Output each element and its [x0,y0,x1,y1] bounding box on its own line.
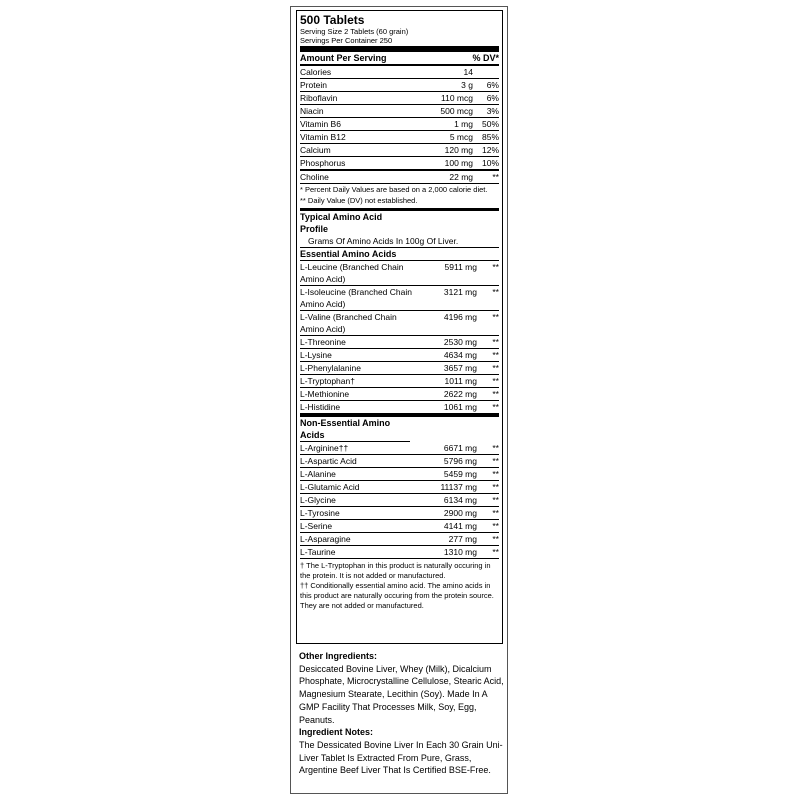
nutrient-dv: ** [492,363,499,373]
amino-profile-subtitle: Grams Of Amino Acids In 100g Of Liver. [300,235,499,248]
amino-acid-row [300,261,499,286]
amino-acid-row [300,468,499,481]
nutrient-amount: 120 mg [444,145,473,155]
nutrient-amount: 110 mcg [441,93,473,103]
nonessential-amino-title: Non-Essential Amino Acids [300,417,410,442]
amount-per-serving-label: Amount Per Serving [300,53,387,63]
amino-acid-row [300,375,499,388]
other-ingredients-text: Desiccated Bovine Liver, Whey (Milk), Dicalcium Phosphate, Microcrystalline Cellulose, Stearic Acid, Magnesium Stearate, Lecithin (Soy). Made In A GMP Facility That Processes Milk, Soy, Egg, Peanuts. [299,663,504,725]
note-conditionally-essential: †† Conditionally essential amino acid. The amino acids in this product are naturally occuring from the protein source. They are not added or manufactured. [300,581,494,610]
nutrient-name: Choline [300,172,329,182]
nutrient-amount: 5459 mg [443,469,477,479]
nutrient-name: L-Tryptophan† [300,376,355,386]
note-tryptophan: † The L-Tryptophan in this product is naturally occuring in the protein. It is not added or manufactured. [300,561,491,580]
nutrient-dv: ** [492,350,499,360]
nutrient-amount: 6134 mg [443,495,477,505]
amino-acid-row [300,401,499,414]
essential-amino-list [300,261,499,414]
nutrient-dv: ** [492,482,499,492]
nutrient-row [300,66,499,79]
serving-size: Serving Size 2 Tablets (60 grain) [300,27,409,36]
nutrient-name: L-Asparagine [300,534,351,544]
nutrient-dv: ** [492,402,499,412]
amino-acid-row [300,336,499,349]
nutrient-dv: 6% [486,93,499,103]
nutrient-name: L-Valine (Branched Chain Amino Acid) [300,312,397,334]
nutrient-dv: 85% [481,132,499,142]
amino-acid-row [300,388,499,401]
nutrient-dv [473,66,499,78]
nutrient-dv: ** [492,337,499,347]
amino-acid-row [300,286,499,311]
amino-acid-row [300,362,499,375]
nutrient-row [300,105,499,118]
ingredient-notes-text: The Dessicated Bovine Liver In Each 30 Grain Uni-Liver Tablet Is Extracted From Pure, Grass, Argentine Beef Liver That Is Certified BSE-Free. [299,739,503,776]
nutrient-dv: ** [492,312,499,322]
nutrient-name: Vitamin B12 [300,132,346,142]
nutrient-dv: ** [492,172,499,182]
amino-acid-row [300,520,499,533]
nutrient-amount: 3657 mg [443,363,477,373]
nutrient-amount: 5911 mg [444,262,477,272]
ingredients-section [299,650,504,777]
nutrient-row [300,131,499,144]
nutrient-dv: ** [492,495,499,505]
nutrient-amount: 2530 mg [443,337,477,347]
ingredient-notes-title: Ingredient Notes: [299,727,374,738]
nutrient-name: Calcium [300,145,331,155]
nutrient-amount: 277 mg [448,534,477,544]
nutrient-amount: 1310 mg [443,547,477,557]
nutrient-row [300,144,499,157]
nutrient-name: L-Glycine [300,495,336,505]
nutrient-dv: ** [492,287,499,297]
nutrient-amount: 4634 mg [443,350,477,360]
nutrient-name: L-Threonine [300,337,346,347]
choline-row [300,171,499,184]
nutrient-amount: 1 mg [454,119,473,129]
nutrient-dv: 3% [486,106,499,116]
amino-acid-row [300,442,499,455]
nutrient-amount: 14 [463,67,473,77]
other-ingredients-title: Other Ingredients: [299,651,378,661]
nutrient-amount: 1011 mg [444,376,477,386]
nutrient-amount: 22 mg [449,172,473,182]
nutrient-name: Calories [300,67,332,77]
nutrient-name: Niacin [300,106,324,116]
nutrient-amount: 5796 mg [443,456,477,466]
footnote-not-established: ** Daily Value (DV) not established. [300,196,418,205]
nutrient-amount: 100 mg [444,158,473,168]
nutrient-amount: 2622 mg [443,389,477,399]
nutrient-name: Phosphorus [300,158,346,168]
nutrient-dv: ** [492,376,499,386]
nutrient-amount: 2900 mg [443,508,477,518]
nutrient-row [300,92,499,105]
nutrient-name: L-Isoleucine (Branched Chain Amino Acid) [300,287,412,309]
nutrient-row [300,79,499,92]
amino-acid-row [300,507,499,520]
nutrient-dv: ** [492,547,499,557]
nutrient-dv: ** [492,443,499,453]
amino-acid-row [300,494,499,507]
essential-amino-title: Essential Amino Acids [300,248,499,261]
nutrient-amount: 3121 mg [443,287,477,297]
nutrient-amount: 4141 mg [443,521,477,531]
amino-acid-row [300,533,499,546]
nutrient-dv: 12% [481,145,499,155]
nutrient-name: L-Alanine [300,469,336,479]
nutrient-dv: ** [492,469,499,479]
dv-header-label: % DV* [472,53,499,63]
amino-profile-title: Typical Amino Acid Profile [300,212,383,234]
nutrient-dv: 6% [486,80,499,90]
nutrient-row [300,157,499,169]
supplement-facts-box [296,10,503,644]
nutrient-dv: 10% [481,158,499,168]
nutrient-name: L-Aspartic Acid [300,456,357,466]
nutrient-amount: 6671 mg [443,443,477,453]
nutrient-dv: ** [492,262,499,272]
nutrient-name: L-Tyrosine [300,508,340,518]
nutrient-dv: ** [492,521,499,531]
nutrient-name: L-Methionine [300,389,350,399]
amino-acid-row [300,311,499,336]
nutrient-amount: 11137 mg [440,482,477,492]
nutrient-dv: ** [492,508,499,518]
nutrient-name: L-Arginine†† [300,443,349,453]
nutrient-name: L-Taurine [300,547,336,557]
nutrient-name: Protein [300,80,327,90]
nutrient-name: L-Serine [300,521,333,531]
nutrient-name: Riboflavin [300,93,338,103]
nutrient-amount: 1061 mg [443,402,477,412]
nutrient-name: L-Histidine [300,402,341,412]
nutrient-row [300,118,499,131]
nutrient-dv: ** [492,534,499,544]
nutrient-name: L-Leucine (Branched Chain Amino Acid) [300,262,404,284]
nutrient-amount: 4196 mg [443,312,477,322]
nutrient-name: L-Phenylalanine [300,363,361,373]
nutrient-dv: ** [492,456,499,466]
nutrient-amount: 500 mcg [440,106,473,116]
product-title: 500 Tablets [300,13,365,27]
amino-acid-row [300,546,499,559]
nutrient-name: L-Glutamic Acid [300,482,360,492]
nutrient-dv: ** [492,389,499,399]
nutrient-list [300,66,499,169]
nutrient-amount: 3 g [461,80,473,90]
nutrient-amount: 5 mcg [449,132,473,142]
amount-header [300,52,499,66]
amino-acid-row [300,349,499,362]
nutrient-dv: 50% [481,119,499,129]
nutrient-name: Vitamin B6 [300,119,341,129]
amino-acid-row [300,481,499,494]
nutrient-name: L-Lysine [300,350,332,360]
nonessential-amino-list [300,442,499,559]
footnote-dv: * Percent Daily Values are based on a 2,000 calorie diet. [300,185,488,194]
servings-per-container: Servings Per Container 250 [300,36,393,45]
amino-acid-row [300,455,499,468]
